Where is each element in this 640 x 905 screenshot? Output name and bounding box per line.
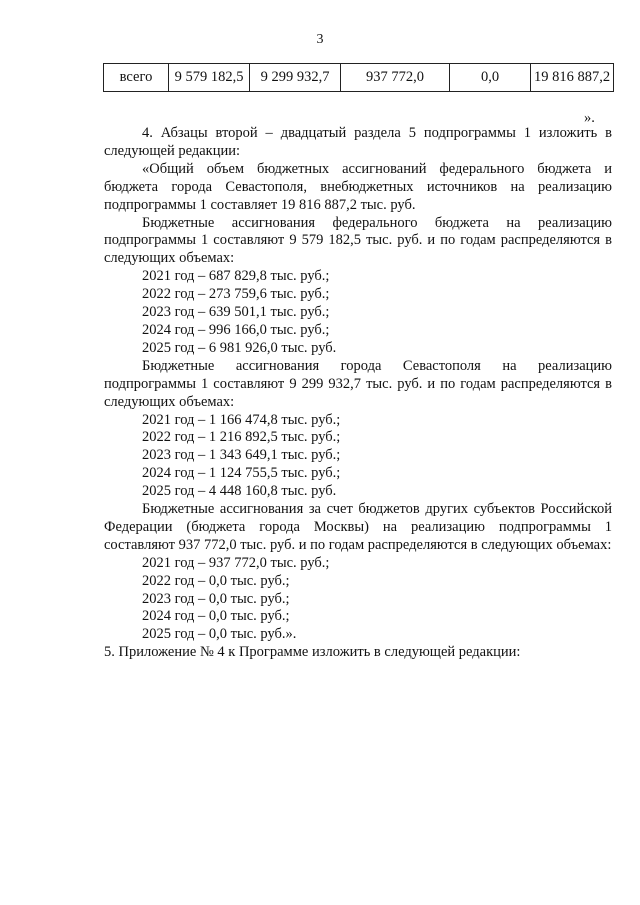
federal-year-line: 2025 год – 6 981 926,0 тыс. руб. [142, 339, 337, 356]
federal-year-line: 2023 год – 639 501,1 тыс. руб.; [142, 304, 330, 321]
city-year-line: 2024 год – 1 124 755,5 тыс. руб.; [142, 465, 341, 482]
page-number: 3 [316, 32, 324, 47]
city-year-line: 2023 год – 1 343 649,1 тыс. руб.; [142, 447, 341, 464]
paragraph-other-regions-budget: Бюджетные ассигнования за счет бюджетов других субъектов Российской Федерации (бюджета города Москвы) на реализацию подпрограммы 1 составляют 937 772,0 тыс. руб. и по годам распределяются в следующих объемах: [104, 501, 612, 553]
paragraph-item-5: 5. Приложение № 4 к Программе изложить в следующей редакции: [104, 644, 521, 661]
other-year-line: 2022 год – 0,0 тыс. руб.; [142, 572, 290, 589]
totals-table [103, 63, 614, 92]
table-row [104, 64, 614, 92]
table-cell-total: 19 816 887,2 [531, 64, 614, 92]
table-cell-other-regions: 937 772,0 [341, 64, 450, 92]
other-year-line: 2023 год – 0,0 тыс. руб.; [142, 590, 290, 607]
federal-year-line: 2022 год – 273 759,6 тыс. руб.; [142, 286, 330, 303]
other-year-line: 2021 год – 937 772,0 тыс. руб.; [142, 554, 330, 571]
city-year-line: 2021 год – 1 166 474,8 тыс. руб.; [142, 411, 341, 428]
table-cell-extrabudgetary: 0,0 [450, 64, 531, 92]
paragraph-federal-budget: Бюджетные ассигнования федерального бюджета на реализацию подпрограммы 1 составляют 9 579 182,5 тыс. руб. и по годам распределяются в следующих объемах: [104, 214, 612, 267]
document-body [104, 125, 612, 662]
paragraph-item-4: 4. Абзацы второй – двадцатый раздела 5 подпрограммы 1 изложить в следующей редакции: [104, 125, 612, 159]
city-year-line: 2022 год – 1 216 892,5 тыс. руб.; [142, 429, 341, 446]
closing-quote: ». [584, 110, 595, 126]
table-cell-city: 9 299 932,7 [250, 64, 341, 92]
table-cell-federal: 9 579 182,5 [169, 64, 250, 92]
city-year-line: 2025 год – 4 448 160,8 тыс. руб. [142, 483, 337, 500]
federal-year-line: 2024 год – 996 166,0 тыс. руб.; [142, 321, 330, 338]
paragraph-city-budget: Бюджетные ассигнования города Севастополя на реализацию подпрограммы 1 составляют 9 299 932,7 тыс. руб. и по годам распределяются в следующих объемах: [104, 357, 612, 410]
table-cell-label: всего [104, 64, 169, 92]
federal-year-line: 2021 год – 687 829,8 тыс. руб.; [142, 268, 330, 285]
other-year-line: 2025 год – 0,0 тыс. руб.». [142, 626, 297, 643]
other-year-line: 2024 год – 0,0 тыс. руб.; [142, 608, 290, 625]
paragraph-general-volume: «Общий объем бюджетных ассигнований федерального бюджета и бюджета города Севастополя, внебюджетных источников на реализацию подпрограммы 1 составляет 19 816 887,2 тыс. руб. [104, 160, 612, 213]
